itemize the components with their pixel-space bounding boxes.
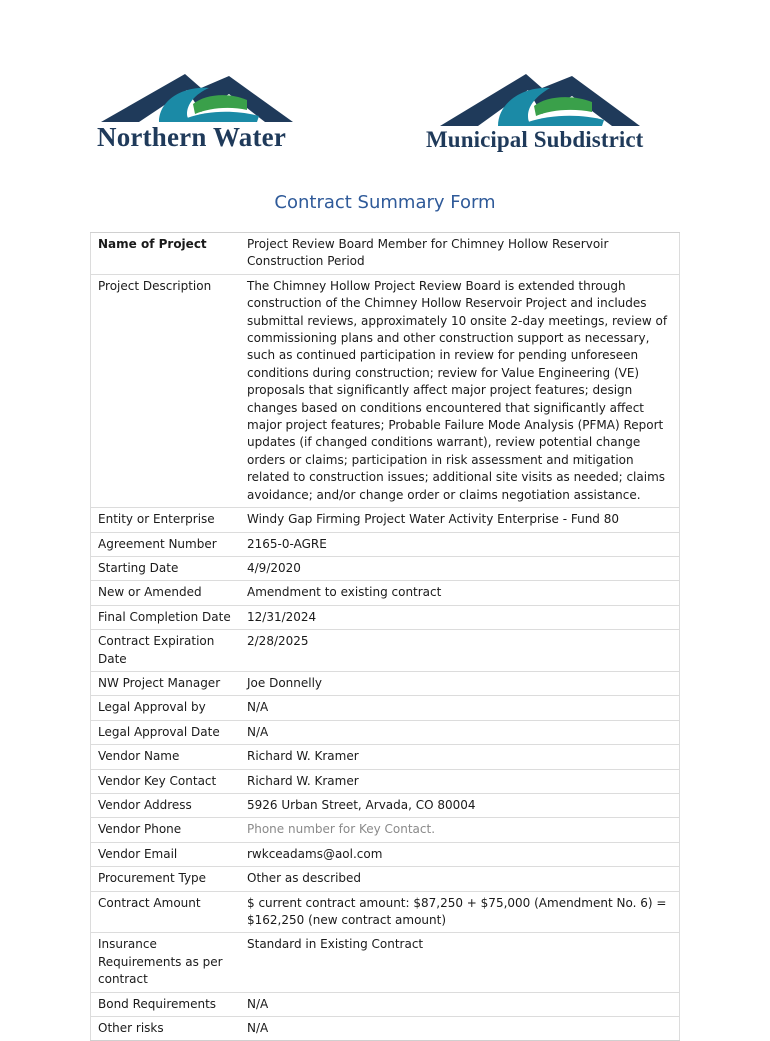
field-label: Project Description [91,274,243,507]
field-value: rwkceadams@aol.com [242,842,680,866]
table-row [91,720,680,744]
field-value: Joe Donnelly [242,671,680,695]
field-label: Other risks [91,1017,243,1041]
field-label: Contract Expiration Date [91,630,243,672]
field-label: Agreement Number [91,532,243,556]
table-row [91,671,680,695]
field-value: Windy Gap Firming Project Water Activity Enterprise - Fund 80 [242,508,680,532]
field-label: Entity or Enterprise [91,508,243,532]
table-row [91,818,680,842]
form-title: Contract Summary Form [274,192,496,213]
field-value: Project Review Board Member for Chimney Hollow Reservoir Construction Period [242,233,680,275]
field-label: Bond Requirements [91,992,243,1016]
field-label: Vendor Phone [91,818,243,842]
field-label: Vendor Email [91,842,243,866]
field-value: N/A [242,720,680,744]
table-row [91,630,680,672]
field-label: Procurement Type [91,867,243,891]
table-row [91,793,680,817]
table-row [91,274,680,507]
field-value: 4/9/2020 [242,556,680,580]
table-row [91,867,680,891]
table-row [91,769,680,793]
field-label: Vendor Address [91,793,243,817]
table-row [91,1017,680,1041]
field-label: Legal Approval Date [91,720,243,744]
field-value: Other as described [242,867,680,891]
table-row [91,696,680,720]
field-value: Phone number for Key Contact. [242,818,680,842]
field-value: Richard W. Kramer [242,769,680,793]
table-row [91,508,680,532]
table-row [91,933,680,992]
table-row [91,605,680,629]
field-value: 12/31/2024 [242,605,680,629]
municipal-subdistrict-logo [426,70,676,153]
mountain-logo-icon [97,70,327,124]
field-value: $ current contract amount: $87,250 + $75,000 (Amendment No. 6) = $162,250 (new contract amount) [242,891,680,933]
table-row [91,745,680,769]
field-label: New or Amended [91,581,243,605]
municipal-subdistrict-wordmark: Municipal Subdistrict [426,127,644,152]
field-label: Vendor Name [91,745,243,769]
field-label: Starting Date [91,556,243,580]
field-value: The Chimney Hollow Project Review Board is extended through construction of the Chimney Hollow Reservoir Project and includes submittal reviews, approximately 10 onsite 2-day meetings, review of commissioning plans and other construction support as necessary, such as continued participation in review for pending unforeseen conditions during construction; review for Value Engineering (VE) proposals that significantly affect major project features; design changes based on conditions encountered that significantly affect major project features; Probable Failure Mode Analysis (PFMA) Report updates (if changed conditions warrant), review potential change orders or claims; participation in risk assessment and mitigation related to construction issues; additional site visits as needed; claims avoidance; and/or change order or claims negotiation assistance. [242,274,680,507]
field-value: N/A [242,696,680,720]
northern-water-wordmark: Northern Water [97,122,287,152]
field-label: Legal Approval by [91,696,243,720]
field-value: Richard W. Kramer [242,745,680,769]
table-row [91,891,680,933]
field-value: 5926 Urban Street, Arvada, CO 80004 [242,793,680,817]
table-row [91,532,680,556]
field-label: Insurance Requirements as per contract [91,933,243,992]
table-row [91,842,680,866]
field-label: Name of Project [91,233,243,275]
northern-water-logo [97,70,327,153]
table-row [91,556,680,580]
field-value: N/A [242,1017,680,1041]
field-value: N/A [242,992,680,1016]
field-value: Standard in Existing Contract [242,933,680,992]
field-label: Final Completion Date [91,605,243,629]
field-label: Vendor Key Contact [91,769,243,793]
table-row [91,581,680,605]
field-value: Amendment to existing contract [242,581,680,605]
table-row [91,992,680,1016]
field-value: 2/28/2025 [242,630,680,672]
field-label: Contract Amount [91,891,243,933]
contract-summary-table [90,232,680,1041]
table-row [91,233,680,275]
field-label: NW Project Manager [91,671,243,695]
mountain-logo-icon [426,70,676,128]
field-value: 2165-0-AGRE [242,532,680,556]
